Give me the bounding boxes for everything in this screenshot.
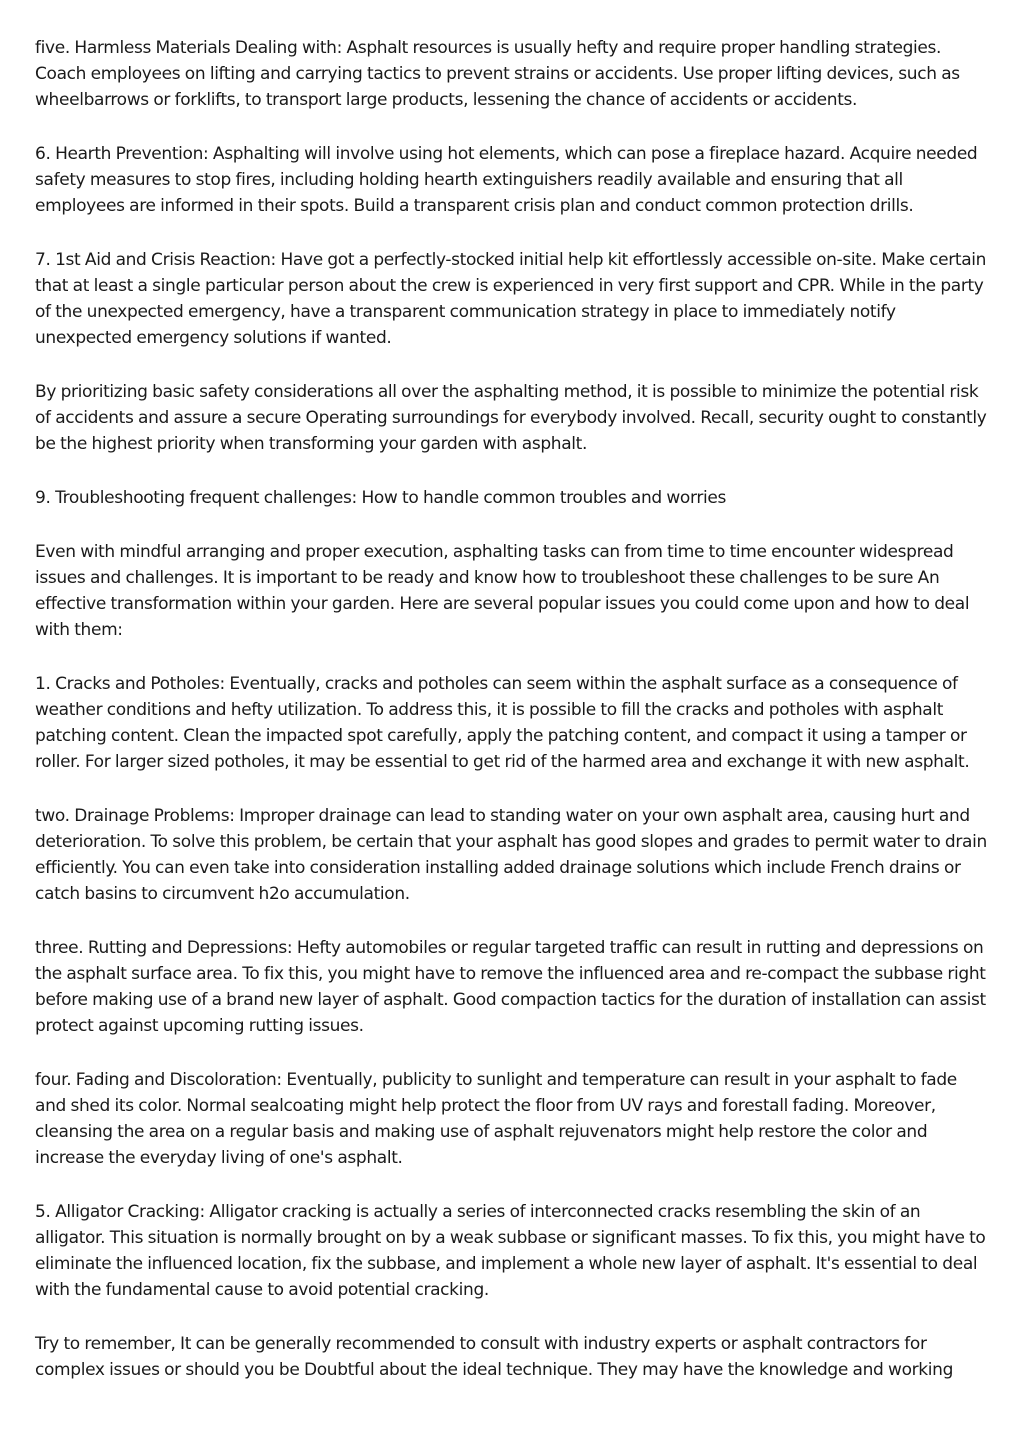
paragraph-alligator-cracking: 5. Alligator Cracking: Alligator cracking is actually a series of interconnected cracks resembling the skin of an alligator. This situation is normally brought on by a weak subbase or significant masses. To fix this, you might have to eliminate the influenced location, fix the subbase, and implement a whole new layer of asphalt. It's essential to deal with the fundamental cause to avoid potential cracking. — [35, 1202, 986, 1300]
paragraph-rutting: three. Rutting and Depressions: Hefty automobiles or regular targeted traffic can result in rutting and depressions on the asphalt surface area. To fix this, you might have to remove the influenced area and re-compact the subbase right before making use of a brand new layer of asphalt. Good compaction tactics for the duration of installation can assist protect against upcoming rutting issues. — [35, 938, 986, 1036]
paragraph-troubleshooting-intro: Even with mindful arranging and proper execution, asphalting tasks can from time to time encounter widespread issues and challenges. It is important to be ready and know how to troubleshoot these challenges to be sure An effective transformation within your garden. Here are several popular issues you could come upon and how to deal with them: — [35, 542, 970, 640]
paragraph-drainage: two. Drainage Problems: Improper drainage can lead to standing water on your own asphalt area, causing hurt and deterioration. To solve this problem, be certain that your asphalt has good slopes and grades to permit water to drain efficiently. You can even take into consideration installing added drainage solutions which include French drains or catch basins to circumvent h2o accumulation. — [35, 806, 987, 904]
paragraph-safety-summary: By prioritizing basic safety considerations all over the asphalting method, it is possible to minimize the potential risk of accidents and assure a secure Operating surroundings for everybody involved. Recall, security ought to constantly be the highest priority when transforming your garden with asphalt. — [35, 382, 987, 454]
paragraph-fading: four. Fading and Discoloration: Eventually, publicity to sunlight and temperature can result in your asphalt to fade and shed its color. Normal sealcoating might help protect the floor from UV rays and forestall fading. Moreover, cleansing the area on a regular basis and making use of asphalt rejuvenators might help restore the color and increase the everyday living of one's asphalt. — [35, 1070, 957, 1168]
section-heading-troubleshooting: 9. Troubleshooting frequent challenges: How to handle common troubles and worries — [35, 488, 726, 508]
paragraph-first-aid: 7. 1st Aid and Crisis Reaction: Have got a perfectly-stocked initial help kit effortlessly accessible on-site. Make certain that at least a single particular person about the crew is experienced in very first support and CPR. While in the party of the unexpected emergency, have a transparent communication strategy in place to immediately notify unexpected emergency solutions if wanted. — [35, 250, 987, 348]
paragraph-consult-experts: Try to remember, It can be generally recommended to consult with industry experts or asphalt contractors for complex issues or should you be Doubtful about the ideal technique. They may have the knowledge and working — [35, 1334, 954, 1380]
paragraph-fire-prevention: 6. Hearth Prevention: Asphalting will involve using hot elements, which can pose a fireplace hazard. Acquire needed safety measures to stop fires, including holding hearth extinguishers readily available and ensuring that all employees are informed in their spots. Build a transparent crisis plan and conduct common protection drills. — [35, 144, 978, 216]
paragraph-material-handling: five. Harmless Materials Dealing with: Asphalt resources is usually hefty and require proper handling strategies. Coach employees on lifting and carrying tactics to prevent strains or accidents. Use proper lifting devices, such as wheelbarrows or forklifts, to transport large products, lessening the chance of accidents or accidents. — [35, 38, 960, 110]
paragraph-cracks-potholes: 1. Cracks and Potholes: Eventually, cracks and potholes can seem within the asphalt surface as a consequence of weather conditions and hefty utilization. To address this, it is possible to fill the cracks and potholes with asphalt patching content. Clean the impacted spot carefully, apply the patching content, and compact it using a tamper or roller. For larger sized potholes, it may be essential to get rid of the harmed area and exchange it with new asphalt. — [35, 674, 970, 772]
